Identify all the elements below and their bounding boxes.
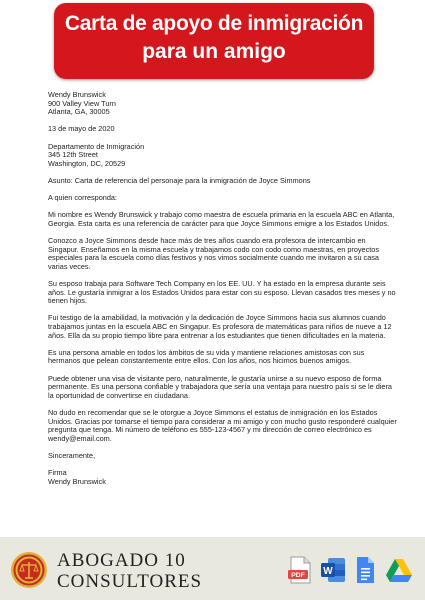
google-drive-icon[interactable]: [384, 555, 414, 585]
pdf-file-icon[interactable]: [285, 555, 315, 585]
signature-label: Firma: [48, 468, 67, 478]
signature-block: [48, 469, 398, 486]
paragraph-visa: Puede obtener una visa de visitante pero, naturalmente, le gustaría unirse a su nuevo esposo de forma permanente. Es una persona confiable y trabajadora que sería una ventaja para nuestro país si se le diera la oportunidad de convertirse en ciudadana.: [48, 373, 392, 400]
pdf-label: PDF: [291, 572, 305, 580]
word-label: W: [323, 566, 333, 577]
recipient-city: Washington, DC, 20529: [48, 158, 126, 168]
brand-name-line-1: ABOGADO 10: [57, 550, 186, 571]
title-line-1: Carta de apoyo de inmigración: [64, 12, 364, 35]
recipient-street: 345 12th Street: [48, 150, 98, 160]
sender-name: Wendy Brunswick: [48, 90, 106, 99]
sender-street: 900 Valley View Turn: [48, 98, 116, 108]
letter-salutation: A quien corresponda:: [48, 193, 117, 203]
paragraph-acquaintance: Conozco a Joyce Simmons desde hace más de tres años cuando era profesora de intercambio en Singapur. Enseñamos en la misma escuela y trabajamos codo con codo como maestras, en proyectos especiales para la escuela como días festivos y nos vimos socialmente cuando me invitaron a su casa varias veces.: [48, 236, 379, 271]
signature-name: Wendy Brunswick: [48, 476, 106, 486]
title-banner: [54, 3, 374, 79]
brand-name-line-2: CONSULTORES: [57, 571, 203, 592]
word-file-icon[interactable]: [318, 555, 348, 585]
recipient-name: Departamento de Inmigración: [48, 141, 145, 151]
paragraph-teaching: Fui testigo de la amabilidad, la motivación y la dedicación de Joyce Simmons hacia sus alumnos cuando trabajamos juntas en la escuela ABC en Singapur. Es profesora de matemáticas para niños de nueve a 12 años. Ella da su propio tiempo libre para entrenar a los estudiantes que tienen dificultades en la materia.: [48, 313, 392, 340]
sender-block: [48, 91, 398, 117]
paragraph-husband: Su esposo trabaja para Software Tech Company en los EE. UU. Y ha estado en la empresa durante seis años. Le gustaría inmigrar a los Estados Unidos para estar con su esposo. Llevan casados tres meses y no tienen hijos.: [48, 279, 396, 306]
balance-scale-logo-icon: [10, 551, 48, 589]
google-docs-icon[interactable]: [350, 555, 380, 585]
letter-date: 13 de mayo de 2020: [48, 124, 115, 134]
paragraph-recommendation: No dudo en recomendar que se le otorgue a Joyce Simmons el estatus de inmigración en los Estados Unidos. Gracias por tomarse el tiempo para considerar a mi amigo y con mucho gusto responderé cualquier pregunta que tenga. Mi número de teléfono es 555-123-4567 y mi dirección de correo electrónico es wendy@email.com.: [48, 407, 397, 443]
sender-city: Atlanta, GA, 30005: [48, 107, 110, 117]
recipient-block: [48, 143, 398, 169]
title-line-2: para un amigo: [142, 40, 286, 63]
letter-body: [48, 91, 398, 495]
letter-subject: Asunto: Carta de referencia del personaje para la inmigración de Joyce Simmons: [48, 175, 311, 185]
paragraph-character: Es una persona amable en todos los ámbitos de su vida y mantiene relaciones amistosas con sus hermanos que pelean constantemente entre ellos. Con los años, nos hicimos buenos amigos.: [48, 347, 365, 366]
letter-closing: Sinceramente,: [48, 450, 96, 460]
paragraph-introduction: Mi nombre es Wendy Brunswick y trabajo como maestra de escuela primaria en la escuela ABC en Atlanta, Georgia. Esta carta es una referencia de carácter para que Joyce Simmons emigre a los Estados Unidos.: [48, 210, 395, 228]
